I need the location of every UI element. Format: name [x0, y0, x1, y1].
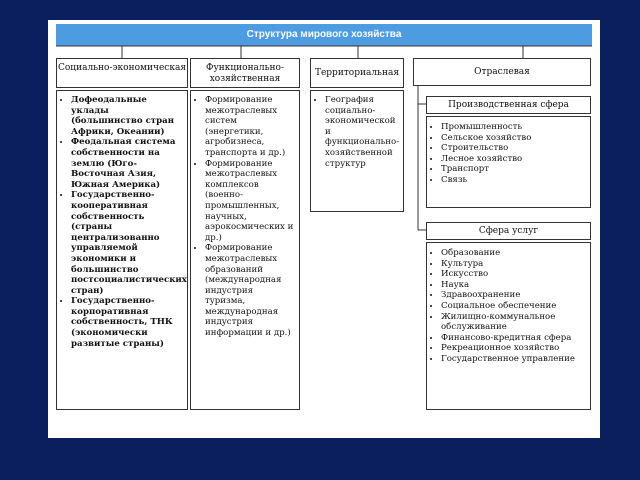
list-item: • Формирование межотраслевых систем (энергетики, агробизнеса, транспорта и др.): [205, 95, 295, 159]
list-item: • Здравоохранение: [441, 290, 586, 301]
functional-economic-header: Функционально-хозяйственная: [205, 63, 285, 84]
social-economic-header-box: [56, 58, 188, 88]
list-item: • Рекреационное хозяйство: [441, 343, 586, 354]
list-item: • Финансово-кредитная сфера: [441, 333, 586, 344]
territorial-list-box: [310, 90, 404, 212]
services-sphere-header-box: [426, 222, 591, 240]
list-item: • Промышленность: [441, 122, 586, 133]
production-sphere-list: [429, 122, 586, 186]
list-item: • Культура: [441, 259, 586, 270]
social-economic-list: [59, 95, 187, 349]
list-item: • Жилищно-коммунальное обслуживание: [441, 312, 586, 333]
slide: [48, 20, 600, 438]
list-item: • Связь: [441, 175, 586, 186]
list-item: • Транспорт: [441, 164, 586, 175]
list-item: • Социальное обеспечение: [441, 301, 586, 312]
list-item: • Сельское хозяйство: [441, 133, 586, 144]
list-item: • Формирование межотраслевых образований (международная индустрия туризма, международная индустрия информации и др.): [205, 243, 295, 338]
production-sphere-header-box: [426, 96, 591, 114]
list-item: • Образование: [441, 248, 586, 259]
list-item: • Формирование межотраслевых комплексов (военно-промышленных, научных, аэрокосмических и др.): [205, 159, 295, 244]
sectoral-header: Отраслевая: [474, 67, 530, 77]
sectoral-header-box: [413, 58, 591, 86]
list-item: • География социально-экономической и функционально-хозяйственной структур: [325, 95, 399, 169]
list-item: • Лесное хозяйство: [441, 154, 586, 165]
list-item: • Государственное управление: [441, 354, 586, 365]
production-sphere-header: Производственная сфера: [448, 100, 569, 110]
list-item: • Наука: [441, 280, 586, 291]
diagram-title: Структура мирового хозяйства: [56, 24, 592, 46]
social-economic-header: Социально-экономическая: [57, 63, 187, 73]
functional-economic-list: [193, 95, 295, 339]
list-item: • Искусство: [441, 269, 586, 280]
services-sphere-list: [429, 248, 586, 365]
list-item: • Строительство: [441, 143, 586, 154]
social-economic-list-box: [56, 90, 188, 410]
production-sphere-list-box: [426, 116, 591, 208]
services-sphere-header: Сфера услуг: [478, 226, 539, 236]
list-item: • Феодальная система собственности на землю (Юго-Восточная Азия, Южная Америка): [71, 137, 183, 190]
list-item: • Государственно-корпоративная собственность, ТНК (экономически развитые страны): [71, 296, 183, 349]
territorial-header-box: [310, 58, 404, 88]
territorial-header: Территориальная: [314, 68, 400, 78]
territorial-list: [313, 95, 399, 169]
list-item: • Государственно-кооперативная собственность (страны централизованно управляемой экономики и большинство постсоциалистических стран): [71, 190, 183, 296]
functional-economic-list-box: [190, 90, 300, 410]
list-item: • Дофеодальные уклады (большинство стран Африки, Океании): [71, 95, 183, 137]
functional-economic-header-box: [190, 58, 300, 88]
services-sphere-list-box: [426, 242, 591, 410]
